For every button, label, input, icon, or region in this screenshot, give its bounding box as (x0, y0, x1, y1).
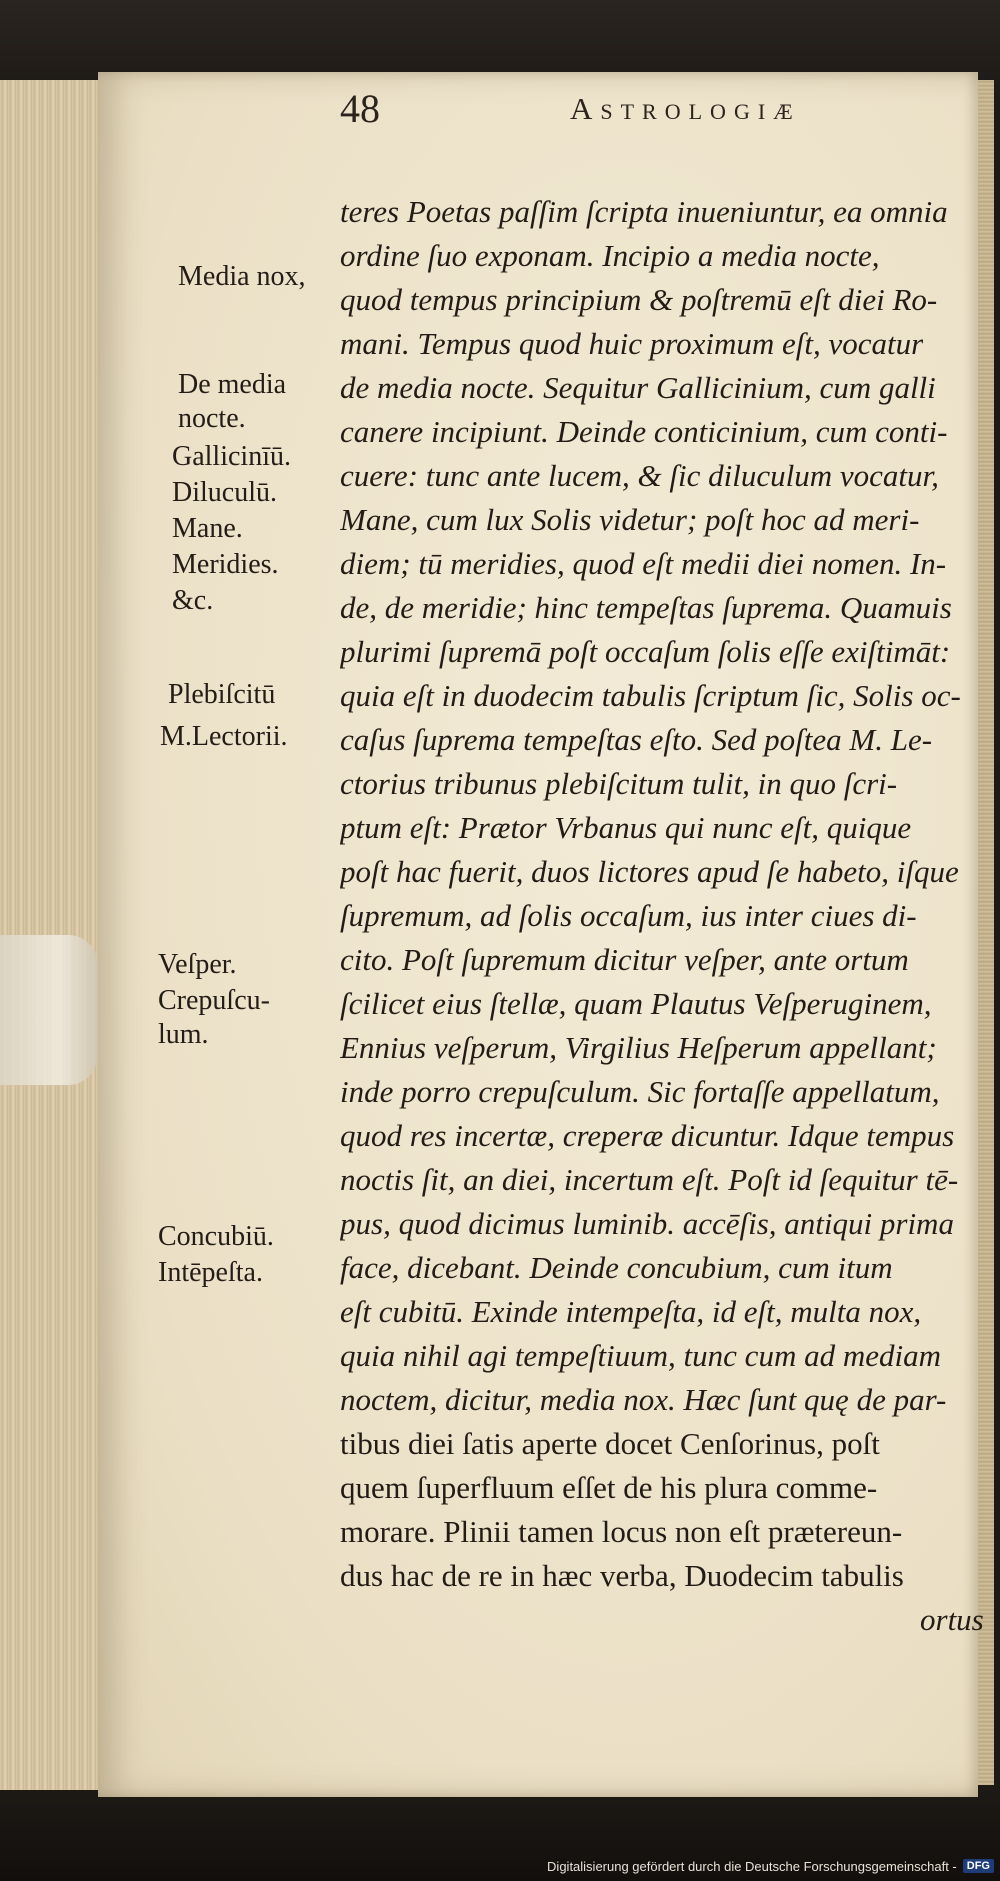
text-line: diem; tū meridies, quod eſt medii diei nomen. In- (340, 546, 947, 581)
text-line: morare. Plinii tamen locus non eſt prætereun- (340, 1514, 903, 1549)
text-line: ordine ſuo exponam. Incipio a media nocte, (340, 238, 880, 273)
text-line: inde porro crepuſculum. Sic fortaſſe appellatum, (340, 1074, 940, 1109)
text-line: Ennius veſperum, Virgilius Heſperum appellant; (340, 1030, 937, 1065)
text-line: quia eſt in duodecim tabulis ſcriptum ſic, Solis oc- (340, 678, 961, 713)
text-line: quod res incertæ, creperæ dicuntur. Idque tempus (340, 1118, 955, 1153)
page-number: 48 (340, 86, 380, 131)
margin-note-gallicinium: Gallicinīū. (172, 441, 291, 472)
text-line: Mane, cum lux Solis videtur; poſt hoc ad meri- (340, 502, 920, 537)
text-line: tibus diei ſatis aperte docet Cenſorinus, poſt (340, 1426, 880, 1461)
text-line: quod tempus principium & poſtremū eſt diei Ro- (340, 282, 938, 317)
margin-note-mane: Mane. (172, 513, 243, 544)
margin-note-media-nox: Media nox, (178, 261, 306, 292)
text-line: de media nocte. Sequitur Gallicinium, cum galli (340, 370, 936, 405)
margin-note-crepusculum: Crepuſcu- (158, 985, 270, 1016)
margin-note-concubium: Concubiū. (158, 1221, 274, 1252)
text-line: ptum eſt: Prætor Vrbanus qui nunc eſt, quique (340, 810, 912, 845)
text-line: de, de meridie; hinc tempeſtas ſuprema. Quamuis (340, 590, 952, 625)
text-line: dus hac de re in hæc verba, Duodecim tabulis (340, 1558, 904, 1593)
margin-note-etc: &c. (172, 585, 214, 616)
text-line: cuere: tunc ante lucem, & ſic diluculum vocatur, (340, 458, 939, 493)
margin-note-de-media: De media (178, 369, 287, 400)
margin-note-diluculum: Diluculū. (172, 477, 277, 508)
text-line: poſt hac fuerit, duos lictores apud ſe habeto, iſque (340, 854, 959, 889)
page-clip (0, 935, 98, 1085)
margin-note-plebiscitum: Plebiſcitū (168, 679, 276, 710)
running-title: Astrologiæ (570, 91, 801, 126)
text-line: plurimi ſupremā poſt occaſum ſolis eſſe exiſtimāt: (340, 634, 951, 669)
text-line: noctis ſit, an diei, incertum eſt. Poſt id ſequitur tē- (340, 1162, 959, 1197)
text-line: quem ſuperfluum eſſet de his plura comme- (340, 1470, 878, 1505)
text-line: pus, quod dicimus luminib. accēſis, antiqui prima (340, 1206, 954, 1241)
margin-note-meridies: Meridies. (172, 549, 279, 580)
text-line: quia nihil agi tempeſtiuum, tunc cum ad mediam (340, 1338, 941, 1373)
text-line: ſcilicet eius ſtellæ, quam Plautus Veſperuginem, (340, 986, 932, 1021)
text-line: caſus ſuprema tempeſtas eſto. Sed poſtea M. Le- (340, 722, 933, 757)
text-line: face, dicebant. Deinde concubium, cum itum (340, 1250, 893, 1285)
margin-note-crepusculum-cont: lum. (158, 1019, 209, 1050)
margin-note-nocte: nocte. (178, 403, 246, 434)
margin-note-intempesta: Intēpeſta. (158, 1257, 263, 1288)
margin-note-vesper: Veſper. (158, 949, 237, 980)
page-edge (978, 80, 994, 1785)
text-line: ctorius tribunus plebiſcitum tulit, in quo ſcri- (340, 766, 898, 801)
text-line: ſupremum, ad ſolis occaſum, ius inter ciues di- (340, 898, 917, 933)
catchword: ortus (920, 1602, 984, 1637)
margin-note-m-lectorii: M.Lectorii. (160, 721, 288, 752)
digitization-note: Digitalisierung gefördert durch die Deutsche Forschungsgemeinschaft - (547, 1858, 957, 1874)
text-line: eſt cubitū. Exinde intempeſta, id eſt, multa nox, (340, 1294, 922, 1329)
dfg-logo-icon: DFG (963, 1859, 994, 1873)
text-line: canere incipiunt. Deinde conticinium, cum conti- (340, 414, 948, 449)
digitization-footer (547, 1855, 994, 1877)
text-line: cito. Poſt ſupremum dicitur veſper, ante ortum (340, 942, 909, 977)
text-line: noctem, dicitur, media nox. Hæc ſunt quę de par- (340, 1382, 947, 1417)
page-header (230, 85, 980, 135)
text-line: teres Poetas paſſim ſcripta inueniuntur, ea omnia (340, 194, 948, 229)
text-line: mani. Tempus quod huic proximum eſt, vocatur (340, 326, 924, 361)
